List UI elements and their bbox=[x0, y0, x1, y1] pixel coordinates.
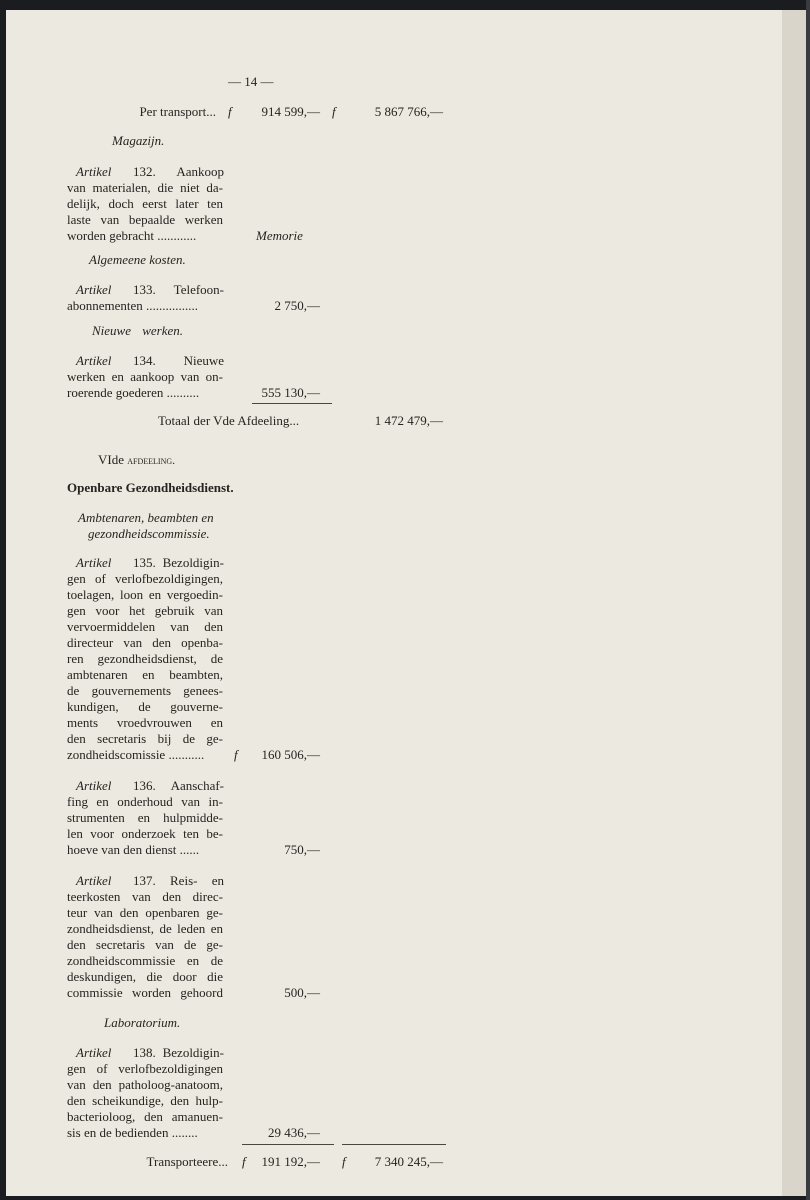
article-135-line: ren gezondheidsdienst, de bbox=[67, 651, 223, 666]
adjacent-page-edge bbox=[782, 10, 806, 1196]
article-136-line: hoeve van den dienst ...... bbox=[67, 842, 200, 857]
section-heading-algemeene-kosten: Algemeene kosten. bbox=[89, 252, 186, 267]
article-135-line: kundigen, de gouverne- bbox=[67, 699, 223, 714]
article-label: Artikel bbox=[76, 555, 112, 570]
article-132-line: laste van bepaalde werken bbox=[67, 212, 223, 227]
subtotal-rule bbox=[242, 1144, 334, 1145]
article-133-line: 133. Telefoon- bbox=[133, 282, 224, 297]
article-135-amount: 160 506,— bbox=[261, 747, 320, 762]
article-136-amount: 750,— bbox=[284, 842, 320, 857]
article-138-line: van den patholoog-anatoom, bbox=[67, 1077, 223, 1092]
division-number: VIde bbox=[98, 452, 124, 467]
article-138-line: sis en de bedienden ........ bbox=[67, 1125, 198, 1140]
division-word: afdeeling. bbox=[127, 453, 176, 467]
article-132-line: worden gebracht ............ bbox=[67, 228, 197, 243]
section-heading-laboratorium: Laboratorium. bbox=[104, 1015, 181, 1030]
article-134-line: 134. Nieuwe bbox=[133, 353, 224, 368]
article-label: Artikel bbox=[76, 778, 112, 793]
article-137-line: zondheidscommissie en de bbox=[67, 953, 223, 968]
article-138-line: bacterioloog, den amanuen- bbox=[67, 1109, 223, 1124]
article-132-line: 132. Aankoop bbox=[133, 164, 224, 179]
transport-in-label: Per transport... bbox=[139, 104, 216, 119]
article-135-line: toelagen, loon en vergoedin- bbox=[67, 587, 223, 602]
total-amount: 1 472 479,— bbox=[374, 413, 443, 428]
article-135-line: de gouvernements genees- bbox=[67, 683, 223, 698]
article-132-amount: Memorie bbox=[256, 228, 303, 243]
article-137-line: teerkosten van den direc- bbox=[67, 889, 223, 904]
article-label: Artikel bbox=[76, 164, 112, 179]
article-135-line: directeur van den openba- bbox=[67, 635, 223, 650]
article-137-line: 137. Reis- en bbox=[133, 873, 224, 888]
subtotal-rule bbox=[252, 403, 332, 404]
article-137-line: den secretaris van de ge- bbox=[67, 937, 223, 952]
article-138-line: gen of verlofbezoldigingen bbox=[67, 1061, 223, 1076]
article-135-line: ambtenaren en beambten, bbox=[67, 667, 223, 682]
total-label: Totaal der Vde Afdeeling... bbox=[158, 413, 300, 428]
article-138-line: 138. Bezoldigin- bbox=[133, 1045, 224, 1060]
scan-border bbox=[806, 0, 810, 1200]
article-135-florin: f bbox=[234, 747, 238, 762]
article-133-amount: 2 750,— bbox=[274, 298, 320, 313]
article-136-line: fing en onderhoud van in- bbox=[67, 794, 223, 809]
transport-in-florin-1: f bbox=[228, 104, 232, 119]
transport-out-florin-1: f bbox=[242, 1154, 246, 1169]
article-label: Artikel bbox=[76, 873, 112, 888]
article-136-line: 136. Aanschaf- bbox=[133, 778, 224, 793]
article-135-line: ments vroedvrouwen en bbox=[67, 715, 223, 730]
document-page bbox=[6, 10, 782, 1196]
article-137-line: teur van den openbaren ge- bbox=[67, 905, 223, 920]
article-136-line: strumenten en hulpmidde- bbox=[67, 810, 223, 825]
division-heading bbox=[98, 452, 175, 468]
transport-out-florin-2: f bbox=[342, 1154, 346, 1169]
section-heading-magazijn: Magazijn. bbox=[112, 133, 165, 148]
article-138-amount: 29 436,— bbox=[268, 1125, 320, 1140]
total-rule bbox=[342, 1144, 446, 1145]
section-heading-nieuwe-werken: Nieuwe werken. bbox=[92, 323, 184, 338]
transport-in-amount-1: 914 599,— bbox=[261, 104, 320, 119]
article-134-line: werken en aankoop van on- bbox=[67, 369, 223, 384]
article-132-line: van materialen, die niet da- bbox=[67, 180, 223, 195]
section-heading-ambtenaren: gezondheidscommissie. bbox=[88, 526, 210, 541]
article-137-line: zondheidsdienst, de leden en bbox=[67, 921, 223, 936]
article-137-amount: 500,— bbox=[284, 985, 320, 1000]
transport-out-amount-2: 7 340 245,— bbox=[374, 1154, 443, 1169]
article-138-line: den scheikundige, den hulp- bbox=[67, 1093, 223, 1108]
article-label: Artikel bbox=[76, 282, 112, 297]
article-label: Artikel bbox=[76, 1045, 112, 1060]
transport-in-amount-2: 5 867 766,— bbox=[374, 104, 443, 119]
transport-out-label: Transporteere... bbox=[146, 1154, 228, 1169]
article-135-line: den secretaris bij de ge- bbox=[67, 731, 223, 746]
article-134-amount: 555 130,— bbox=[261, 385, 320, 400]
article-135-line: gen of verlofbezoldigingen, bbox=[67, 571, 223, 586]
page-number: — 14 — bbox=[228, 74, 274, 89]
service-title: Openbare Gezondheidsdienst. bbox=[67, 480, 234, 495]
article-133-line: abonnementen ................ bbox=[67, 298, 199, 313]
article-134-line: roerende goederen .......... bbox=[67, 385, 200, 400]
article-137-line: commissie worden gehoord bbox=[67, 985, 223, 1000]
article-132-line: delijk, doch eerst later ten bbox=[67, 196, 223, 211]
article-label: Artikel bbox=[76, 353, 112, 368]
article-135-line: gen voor het gebruik van bbox=[67, 603, 223, 618]
transport-in-florin-2: f bbox=[332, 104, 336, 119]
article-135-line: 135. Bezoldigin- bbox=[133, 555, 224, 570]
article-137-line: deskundigen, die door die bbox=[67, 969, 223, 984]
article-135-line: vervoermiddelen van den bbox=[67, 619, 223, 634]
section-heading-ambtenaren: Ambtenaren, beambten en bbox=[78, 510, 214, 525]
article-136-line: len voor onderzoek ten be- bbox=[67, 826, 223, 841]
article-135-line: zondheidscomissie ........... bbox=[67, 747, 205, 762]
transport-out-amount-1: 191 192,— bbox=[261, 1154, 320, 1169]
